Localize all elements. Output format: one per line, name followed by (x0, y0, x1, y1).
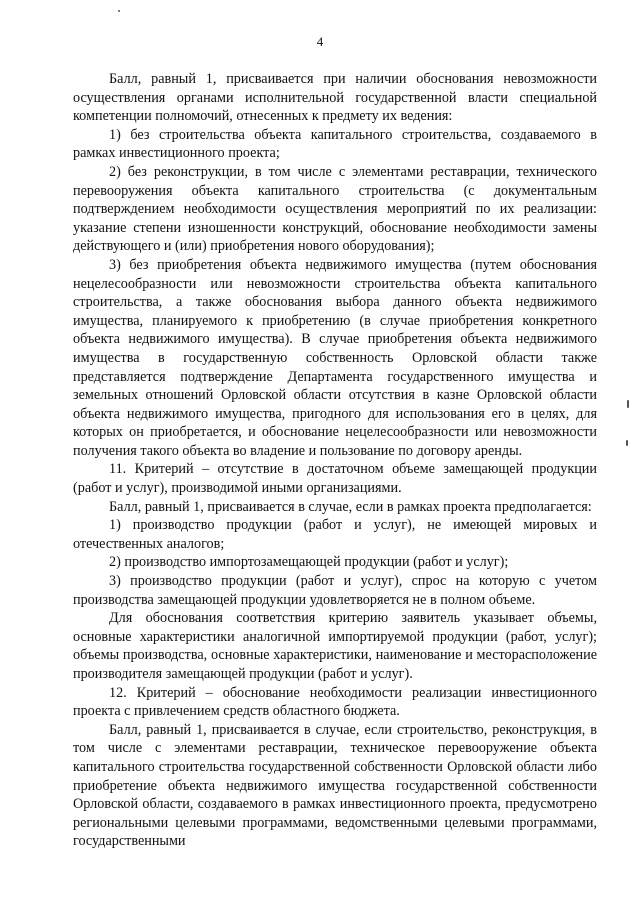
document-body (73, 70, 597, 851)
paragraph: Балл, равный 1, присваивается в случае, если строительство, реконструкция, в том числе с элементами реставрации, техническое перевооружение объекта капитального строительства государственной собственности Орловской области либо приобретение объекта недвижимого имущества государственной собственности Орловской области, создаваемого в рамках инвестиционного проекта, предусмотрено региональными целевыми программами, ведомственными целевыми программами, государственными (73, 721, 597, 850)
paragraph: 11. Критерий – отсутствие в достаточном объеме замещающей продукции (работ и услуг), производимой иными организациями. (73, 461, 597, 497)
paragraph: 3) производство продукции (работ и услуг), спрос на которую с учетом производства замещающей продукции удовлетворяется не в полном объеме. (73, 573, 597, 608)
paragraph: Балл, равный 1, присваивается при наличии обоснования невозможности осуществления органами исполнительной государственной власти специальной компетенции полномочий, отнесенных к предмету их ведения: (73, 71, 597, 125)
scan-speck (627, 400, 629, 408)
paragraph: 1) без строительства объекта капитального строительства, создаваемого в рамках инвестиционного проекта; (73, 126, 597, 162)
paragraph: 2) производство импортозамещающей продукции (работ и услуг); (109, 554, 509, 571)
paragraph: 12. Критерий – обоснование необходимости реализации инвестиционного проекта с привлечением средств областного бюджета. (73, 684, 597, 720)
paragraph: 1) производство продукции (работ и услуг), не имеющей мировых и отечественных аналогов; (73, 517, 597, 552)
paragraph: 2) без реконструкции, в том числе с элементами реставрации, технического перевооружения объекта капитального строительства (с документальным подтверждением необходимости осуществления мероприятий по их реализации: указание степени изношенности конструкций, обоснование необходимости замены действующего и (или) приобретения нового оборудования); (73, 163, 597, 255)
paragraph: Балл, равный 1, присваивается в случае, если в рамках проекта предполагается: (109, 498, 592, 515)
paragraph: Для обоснования соответствия критерию заявитель указывает объемы, основные характеристики аналогичной импортируемой продукции (работ, услуг); объемы производства, основные характеристики, наименование и месторасположение производителя замещающей продукции (работ и услуг). (73, 610, 597, 682)
page-number: 4 (316, 34, 324, 49)
scan-speck (626, 440, 628, 446)
scan-speck (118, 10, 120, 12)
paragraph: 3) без приобретения объекта недвижимого имущества (путем обоснования нецелесообразности или невозможности строительства объекта капитального строительства, а также обоснования выбора данного объекта недвижимого имущества, планируемого к приобретению (в случае приобретения конкретного объекта недвижимого имущества). В случае приобретения объекта недвижимого имущества в государственную собственность Орловской области также представляется подтверждение Департамента государственного имущества и земельных отношений Орловской области отсутствия в казне Орловской области объекта недвижимого имущества, пригодного для использования его в целях, для которых он приобретается, и обоснование нецелесообразности или невозможности получения такого объекта во владение и пользование по договору аренды. (73, 256, 597, 459)
